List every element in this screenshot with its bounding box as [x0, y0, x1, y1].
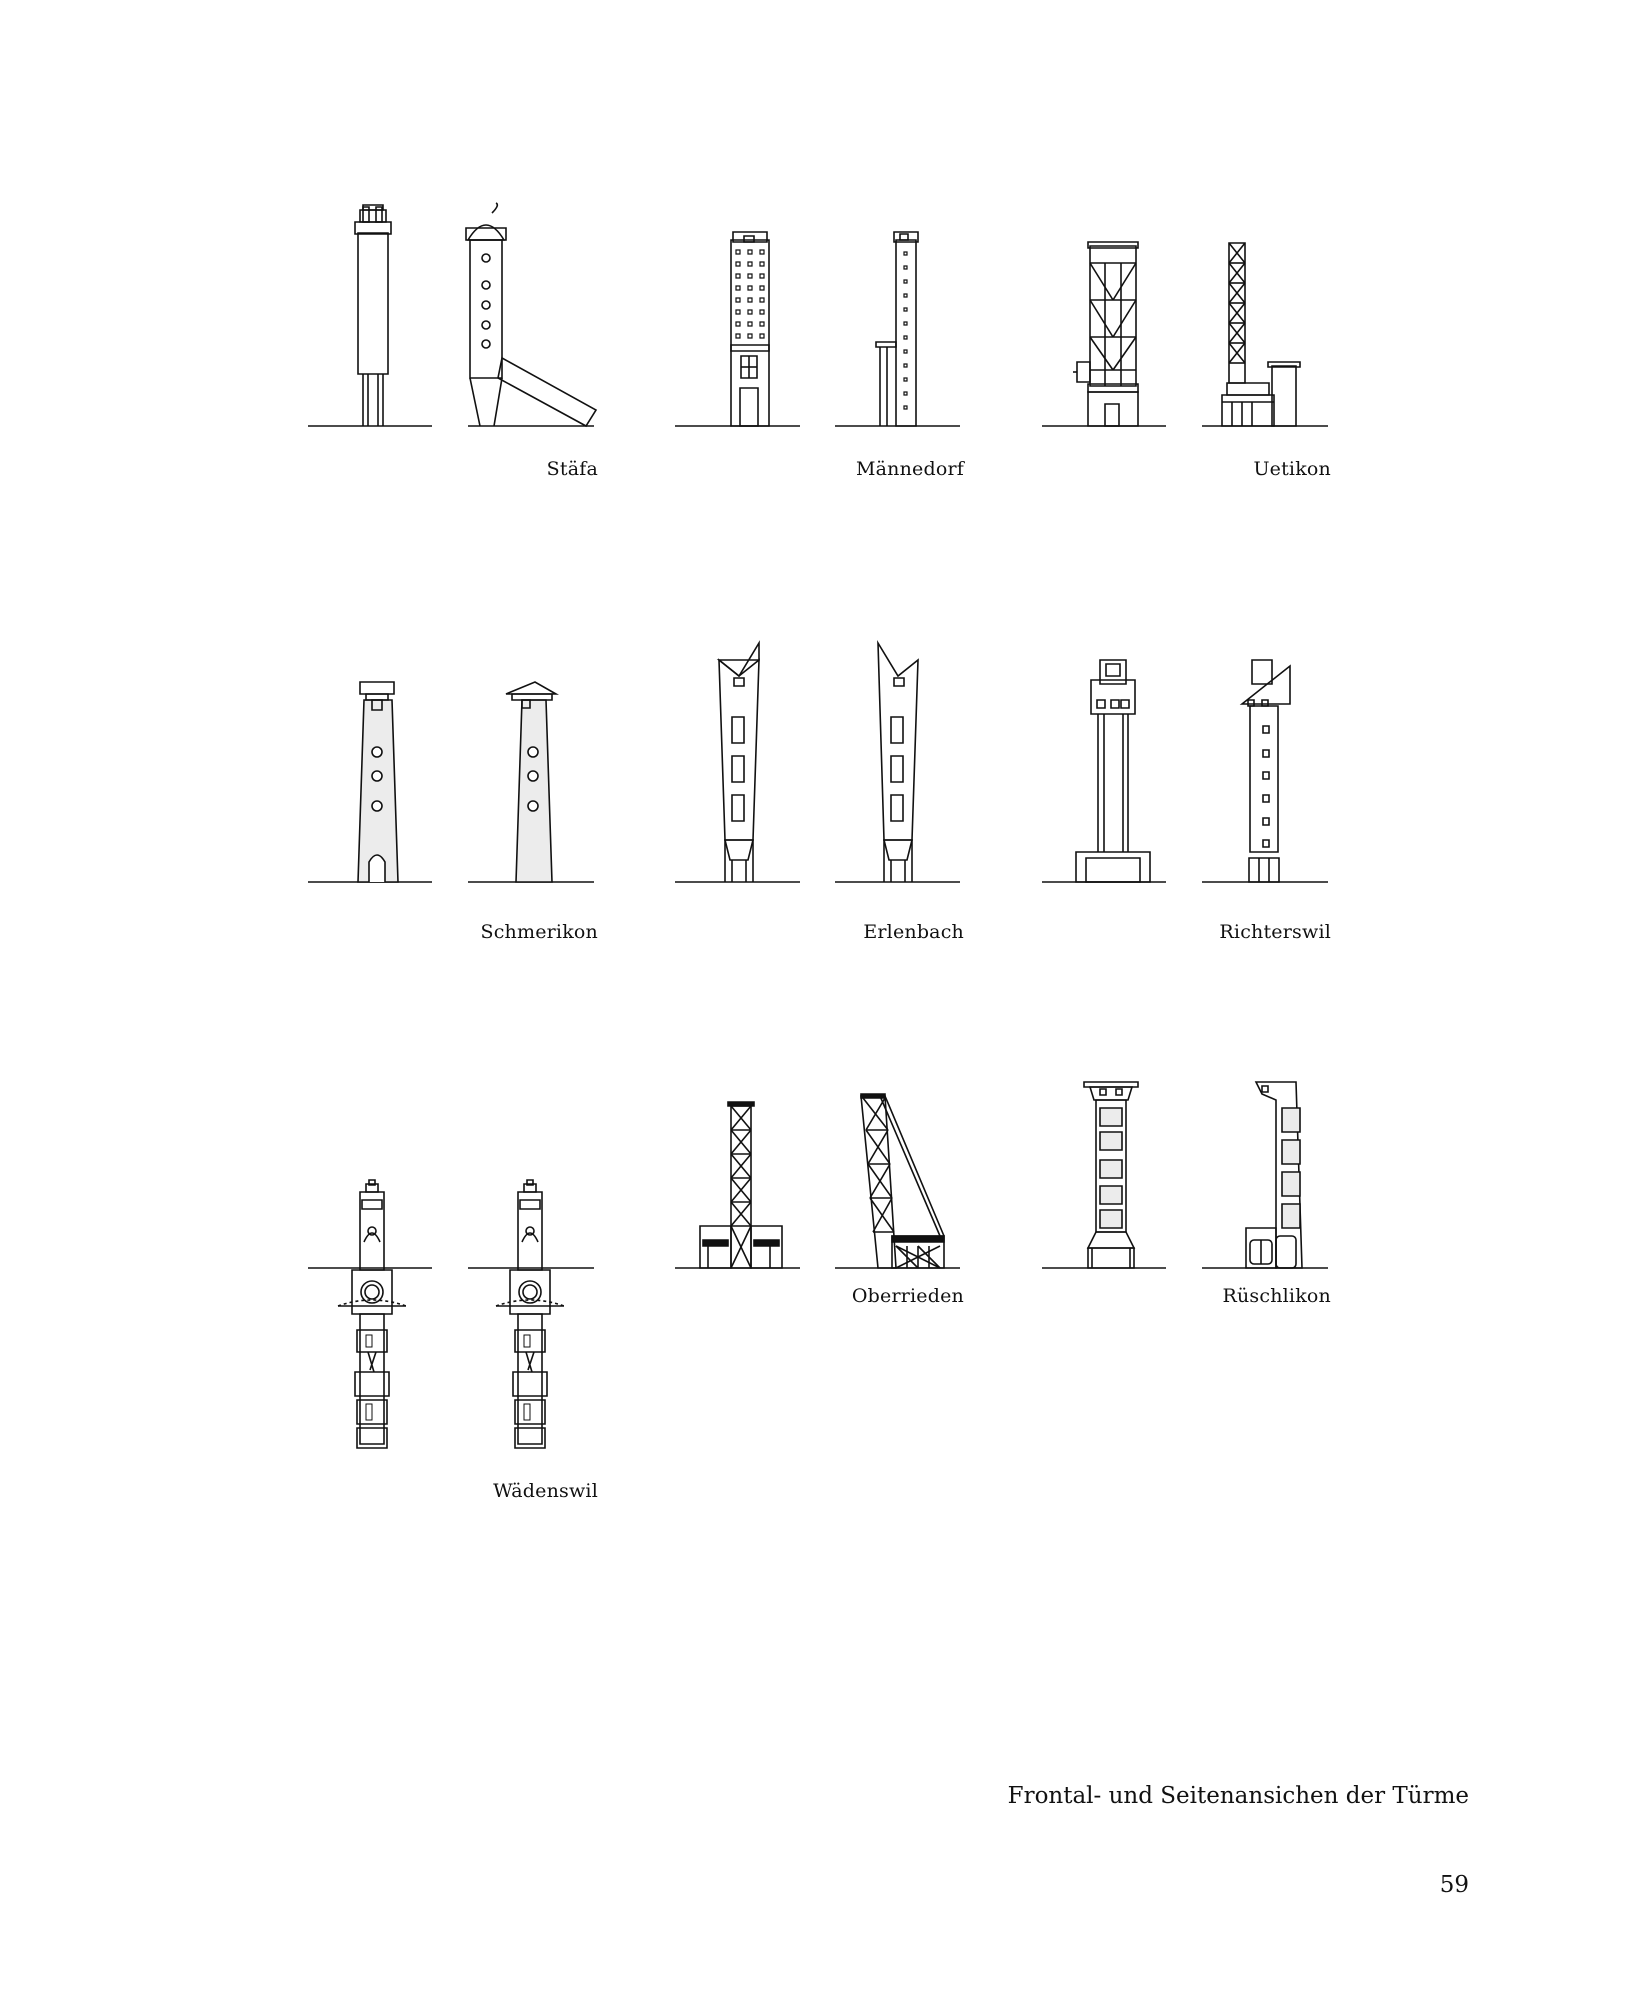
page-number: 59 — [1439, 1872, 1469, 1898]
figure-caption: Frontal- und Seitenansichen der Türme — [1007, 1783, 1469, 1809]
schmerikon-side-tower — [506, 682, 556, 882]
maennedorf-front-tower — [731, 232, 769, 426]
oberrieden-side-tower — [861, 1094, 944, 1268]
maennedorf-side-tower — [876, 232, 918, 426]
label-richterswil: Richterswil — [1219, 921, 1331, 943]
staefa-side-tower — [466, 203, 596, 426]
label-uetikon: Uetikon — [1253, 458, 1331, 480]
label-erlenbach: Erlenbach — [863, 921, 964, 943]
label-maennedorf: Männedorf — [855, 458, 964, 480]
erlenbach-front-tower — [719, 643, 759, 882]
uetikon-side-tower — [1222, 243, 1300, 426]
rueschlikon-front-tower — [1084, 1082, 1138, 1268]
schmerikon-front-tower — [358, 682, 398, 882]
uetikon-front-tower — [1073, 242, 1138, 426]
label-oberrieden: Oberrieden — [851, 1285, 964, 1307]
label-staefa: Stäfa — [546, 458, 598, 480]
label-rueschlikon: Rüschlikon — [1222, 1285, 1331, 1307]
rueschlikon-side-tower — [1246, 1082, 1302, 1268]
label-schmerikon: Schmerikon — [480, 921, 598, 943]
richterswil-front-tower — [1076, 660, 1150, 882]
erlenbach-side-tower — [878, 643, 918, 882]
staefa-front-tower — [355, 205, 391, 426]
waedenswil-front-tower — [338, 1180, 406, 1448]
oberrieden-front-tower — [700, 1102, 782, 1268]
waedenswil-side-tower — [496, 1180, 564, 1448]
richterswil-side-tower — [1242, 660, 1290, 882]
label-waedenswil: Wädenswil — [493, 1480, 598, 1502]
